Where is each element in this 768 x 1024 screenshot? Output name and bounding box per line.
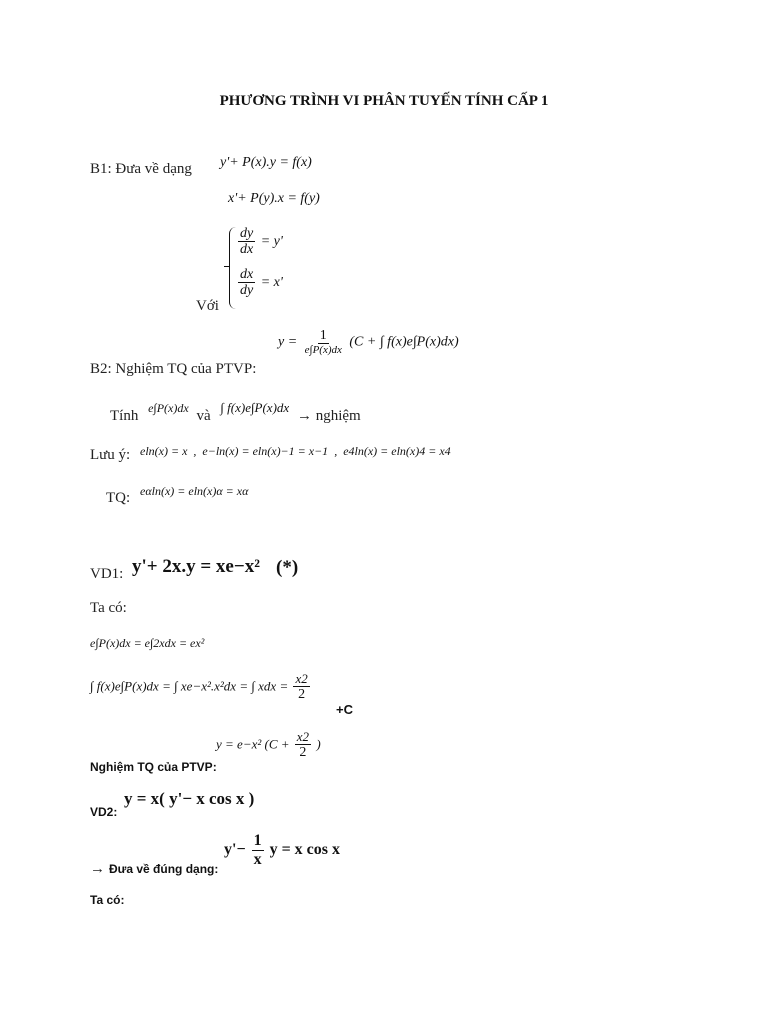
note-label: Lưu ý: bbox=[90, 447, 131, 463]
compute-line: Tính $^{e\int P(x)dx}$ và ∫ f(x)e∫P(x)dx → nghiệm bbox=[110, 400, 361, 424]
step1-equation-x: x'+ P(y).x = f(y) bbox=[228, 191, 320, 206]
example1-solution-label: Nghiệm TQ của PTVP: bbox=[90, 760, 217, 774]
example1-constant: +C bbox=[336, 702, 353, 717]
note-identities: eln(x) = x , e−ln(x) = eln(x)−1 = x−1 , e4ln(x) = eln(x)4 = x4 bbox=[140, 444, 451, 458]
step1-equation-y: y'+ P(x).y = f(x) bbox=[220, 155, 312, 170]
reduce-line: → Đưa về đúng dạng: bbox=[90, 861, 219, 877]
example1-star: (*) bbox=[276, 557, 299, 578]
step2-label: B2: Nghiệm TQ của PTVP: bbox=[90, 361, 257, 377]
general-identity: eαln(x) = eln(x)α = xα bbox=[140, 484, 249, 498]
example2-reduced-equation: y'− $\frac{1}{x}$ y = x cos x bbox=[224, 832, 341, 868]
example2-we-have: Ta có: bbox=[90, 893, 125, 907]
system-line-2: $\frac{dx}{dy}$ = x' bbox=[240, 267, 283, 299]
arrow-icon: → bbox=[296, 408, 312, 424]
step1-label: B1: Đưa về dạng bbox=[90, 161, 192, 177]
system-line-1: $\frac{dy}{dx}$ = y' bbox=[240, 226, 283, 258]
general-solution-formula: y = $\frac{1}{e\int P(x)dx}$ (C + ∫ f(x)e∫P(x)dx) bbox=[278, 328, 459, 357]
page-title: PHƯƠNG TRÌNH VI PHÂN TUYẾN TÍNH CẤP 1 bbox=[219, 93, 549, 109]
example1-we-have: Ta có: bbox=[90, 600, 127, 616]
arrow-icon: → bbox=[90, 861, 105, 877]
system-brace-tip bbox=[224, 266, 230, 267]
example2-equation: y = x( y'− x cos x ) bbox=[124, 789, 255, 808]
example1-line2: ∫ f(x)e∫P(x)dx = ∫ xe−x².x²dx = ∫ xdx = $\frac{x2}{2}$ bbox=[90, 671, 308, 703]
example1-line1: e∫P(x)dx = e∫2xdx = ex² bbox=[90, 636, 205, 650]
example1-label: VD1: bbox=[90, 566, 124, 582]
system-brace bbox=[229, 227, 236, 309]
with-label: Với bbox=[196, 298, 219, 314]
general-label: TQ: bbox=[106, 490, 131, 506]
example2-label: VD2: bbox=[90, 805, 118, 819]
example1-equation: y'+ 2x.y = xe−x² bbox=[132, 556, 260, 577]
example1-solution: y = e−x² (C + $\frac{x2}{2}$ ) bbox=[216, 729, 321, 761]
